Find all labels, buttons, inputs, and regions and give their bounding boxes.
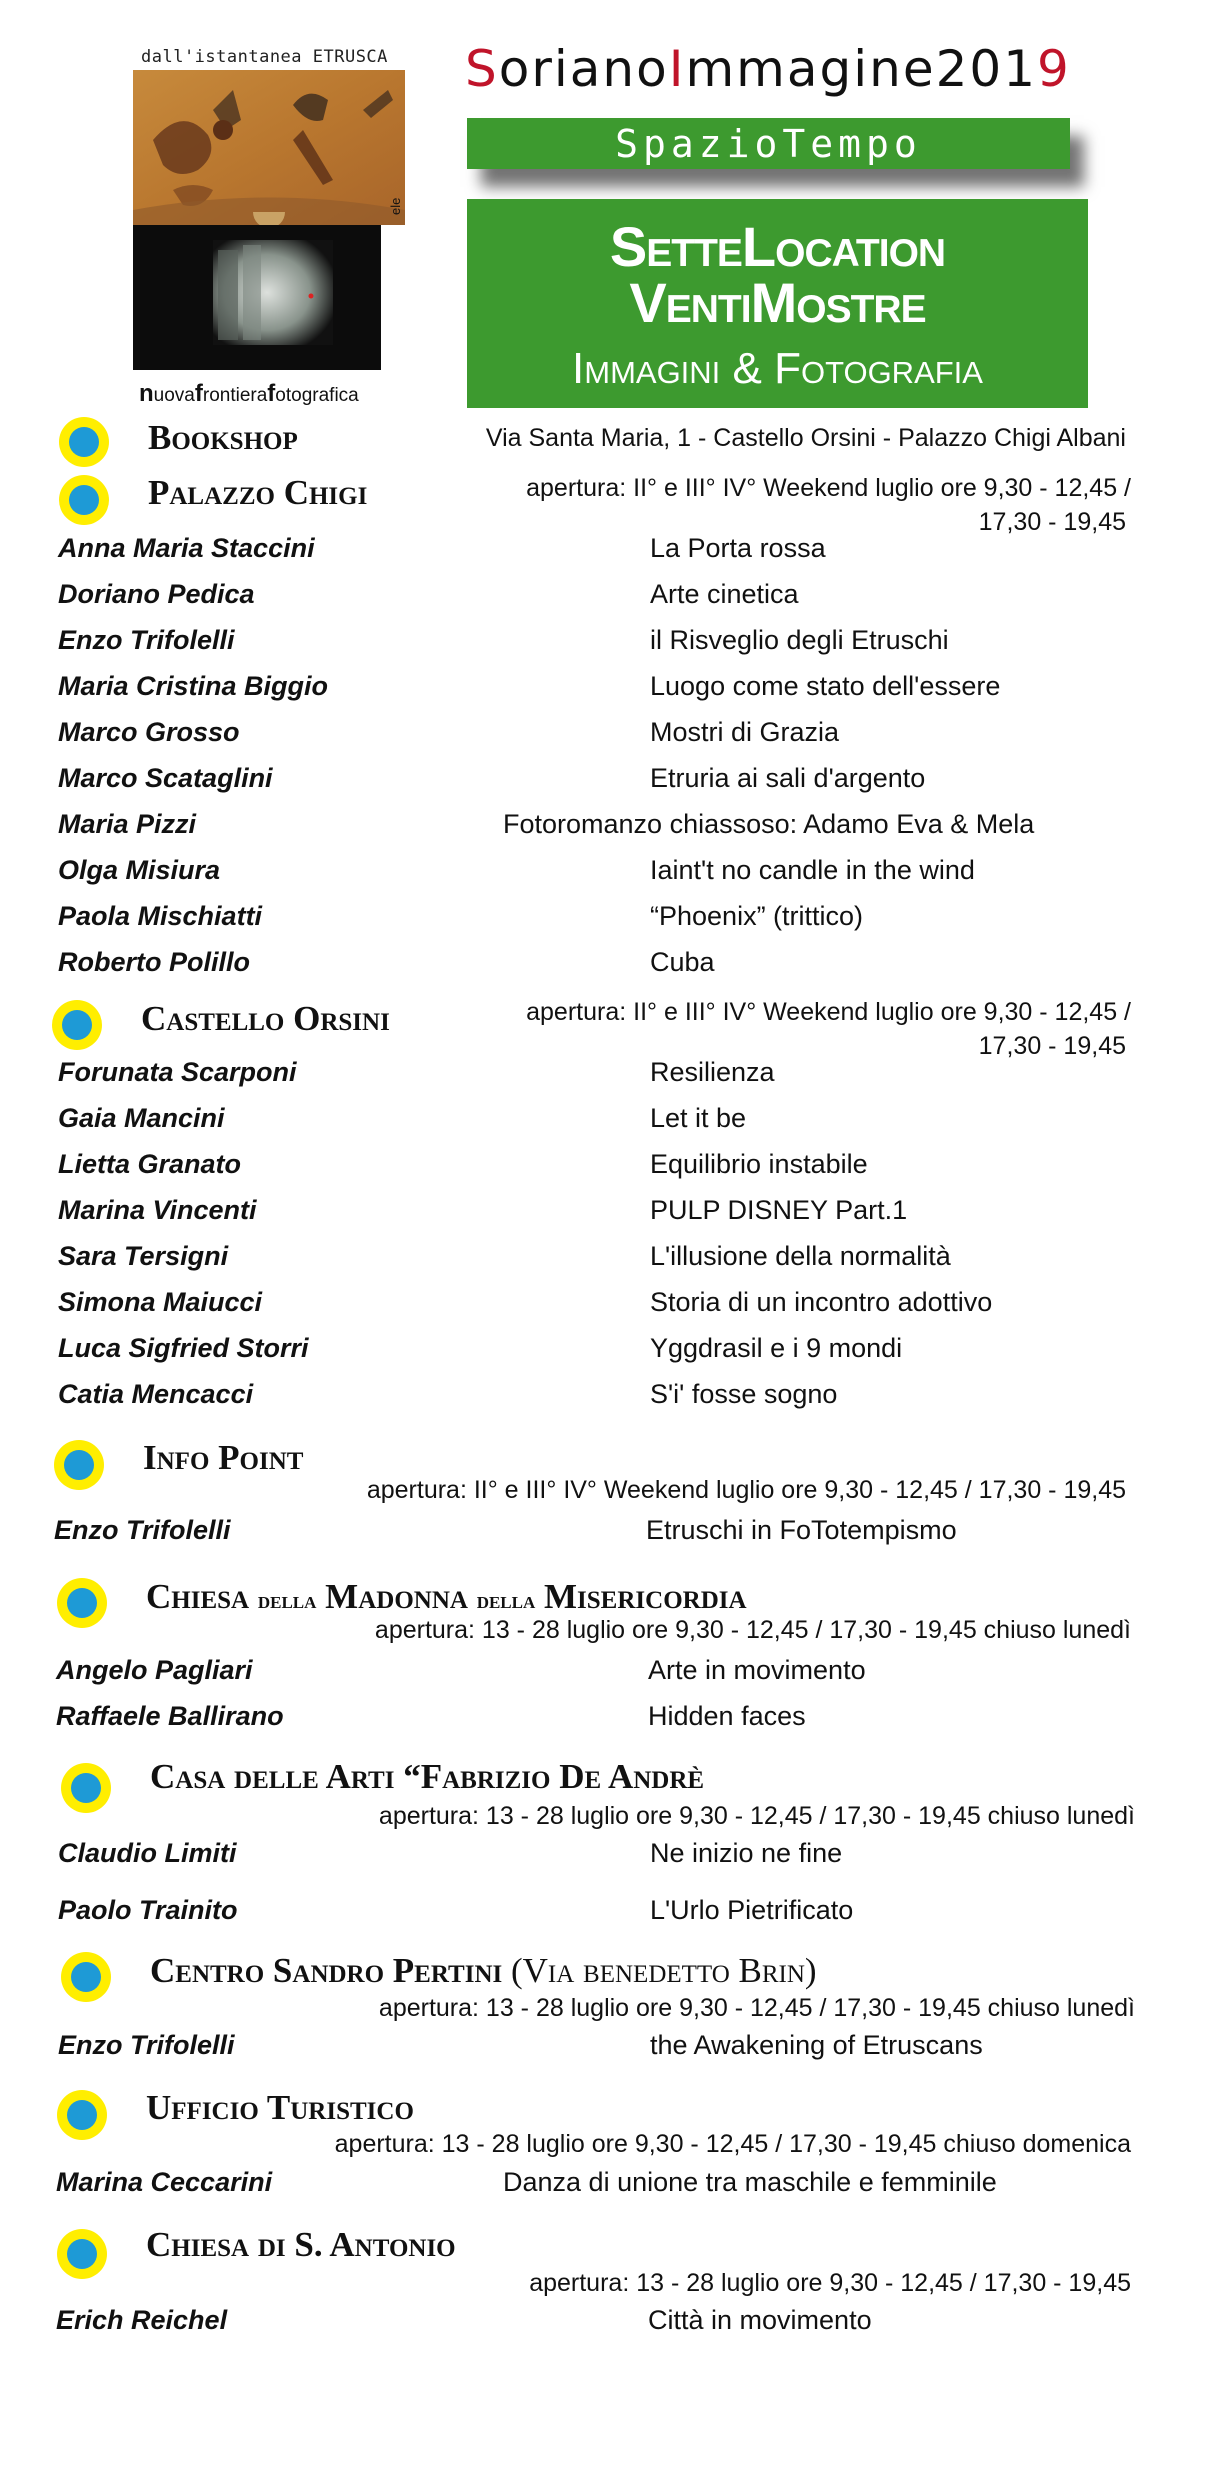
venue-address-note: (Via benedetto Brin) <box>510 1951 817 1990</box>
venue-bookshop: Bookshop <box>148 418 298 457</box>
headline-line-2: VentiMostre <box>629 271 926 334</box>
venue-bullet-icon <box>57 2229 107 2279</box>
venue-info-point: Info Point <box>143 1438 304 1477</box>
venue-opening-hours: apertura: 13 - 28 luglio ore 9,30 - 12,45 / 17,30 - 19,45 chiuso lunedì <box>378 1802 1135 1830</box>
exhibition-title: Mostri di Grazia <box>650 717 840 747</box>
logo-side-text: ele <box>388 197 403 215</box>
exhibition-title: S'i' fosse sogno <box>650 1379 838 1409</box>
venue-word: Chiesa <box>146 1577 258 1616</box>
exhibition-title: PULP DISNEY Part.1 <box>650 1195 908 1225</box>
venue-bullet-icon <box>61 1952 111 2002</box>
artist-name: Catia Mencacci <box>58 1379 254 1409</box>
venue-chiesa-madonna <box>146 1577 747 1617</box>
title-word: mmagine201 <box>685 40 1038 98</box>
logo-image <box>133 70 405 370</box>
logo-word: uova <box>153 385 195 406</box>
venue-castello-orsini: Castello Orsini <box>141 999 390 1038</box>
venue-opening-hours: apertura: II° e III° IV° Weekend luglio ore 9,30 - 12,45 / 17,30 - 19,45 <box>366 1476 1126 1504</box>
artist-name: Paola Mischiatti <box>58 901 263 931</box>
artist-name: Enzo Trifolelli <box>58 625 235 655</box>
exhibition-title: Luogo come stato dell'essere <box>650 671 1001 701</box>
venue-bullet-icon <box>59 475 109 525</box>
artist-name: Marco Scataglini <box>58 763 273 793</box>
venue-opening-hours-cont: 17,30 - 19,45 <box>978 508 1126 536</box>
artist-name: Marina Vincenti <box>58 1195 257 1225</box>
venue-opening-hours: apertura: 13 - 28 luglio ore 9,30 - 12,45 / 17,30 - 19,45 <box>529 2269 1131 2297</box>
headline-box <box>467 199 1088 408</box>
exhibition-title: Hidden faces <box>648 1701 806 1731</box>
title-word: oriano <box>498 40 669 98</box>
artist-name: Forunata Scarponi <box>58 1057 297 1087</box>
venue-ufficio-turistico: Ufficio Turistico <box>146 2088 414 2127</box>
exhibition-title: il Risveglio degli Etruschi <box>650 625 949 655</box>
artist-name: Raffaele Ballirano <box>56 1701 284 1731</box>
venue-opening-hours: apertura: II° e III° IV° Weekend luglio ore 9,30 - 12,45 / <box>526 998 1131 1026</box>
venue-opening-hours-cont: 17,30 - 19,45 <box>978 1032 1126 1060</box>
subtitle-banner <box>467 118 1070 169</box>
venue-bullet-icon <box>57 1578 107 1628</box>
artist-name: Marina Ceccarini <box>56 2167 273 2197</box>
artist-name: Enzo Trifolelli <box>58 2030 235 2060</box>
title-initial: I <box>668 40 686 98</box>
artist-name: Luca Sigfried Storri <box>58 1333 309 1363</box>
exhibition-title: Resilienza <box>650 1057 775 1087</box>
venue-opening-hours: apertura: 13 - 28 luglio ore 9,30 - 12,45 / 17,30 - 19,45 chiuso lunedì <box>374 1616 1131 1644</box>
exhibition-title: L'illusione della normalità <box>650 1241 951 1271</box>
logo-bottom-text <box>139 380 359 408</box>
subtitle-text: SpazioTempo <box>615 121 922 166</box>
exhibition-title: Iaint't no candle in the wind <box>650 855 975 885</box>
venue-centro-pertini <box>150 1951 817 1991</box>
exhibition-title: La Porta rossa <box>650 533 826 563</box>
exhibition-title: Yggdrasil e i 9 mondi <box>650 1333 903 1363</box>
exhibition-title: Let it be <box>650 1103 747 1133</box>
exhibition-title: Storia di un incontro adottivo <box>650 1287 993 1317</box>
artist-name: Gaia Mancini <box>58 1103 225 1133</box>
exhibition-title: Arte cinetica <box>650 579 799 609</box>
venue-bullet-icon <box>54 1440 104 1490</box>
artist-name: Doriano Pedica <box>58 579 255 609</box>
venue-opening-hours: apertura: 13 - 28 luglio ore 9,30 - 12,45 / 17,30 - 19,45 chiuso domenica <box>334 2130 1131 2158</box>
artist-name: Marco Grosso <box>58 717 240 747</box>
venue-name: Centro Sandro Pertini <box>150 1951 503 1990</box>
artist-name: Enzo Trifolelli <box>54 1515 231 1545</box>
artist-name: Olga Misiura <box>58 855 221 885</box>
venue-palazzo-chigi: Palazzo Chigi <box>148 473 368 512</box>
logo-initial: f <box>194 380 203 407</box>
exhibition-title: Cuba <box>650 947 715 977</box>
venue-bullet-icon <box>61 1763 111 1813</box>
title-initial: 9 <box>1037 40 1071 98</box>
exhibition-title: Fotoromanzo chiassoso: Adamo Eva & Mela <box>503 809 1035 839</box>
artist-name: Anna Maria Staccini <box>58 533 315 563</box>
artist-name: Roberto Polillo <box>58 947 250 977</box>
logo-word: rontiera <box>202 385 268 406</box>
title-initial: S <box>465 40 499 98</box>
headline-line-3: Immagini & Fotografia <box>572 344 983 393</box>
page-title <box>465 40 1071 98</box>
artist-name: Simona Maiucci <box>58 1287 263 1317</box>
venue-word-small: della <box>257 1588 317 1614</box>
exhibition-title: L'Urlo Pietrificato <box>650 1895 854 1925</box>
logo-initial: f <box>267 380 276 407</box>
headline-line-1: SetteLocation <box>609 215 946 278</box>
venue-chiesa-sant-antonio: Chiesa di S. Antonio <box>146 2225 456 2264</box>
exhibition-title: Etruria ai sali d'argento <box>650 763 926 793</box>
artist-name: Claudio Limiti <box>58 1838 237 1868</box>
venue-bullet-icon <box>59 417 109 467</box>
artist-name: Sara Tersigni <box>58 1241 229 1271</box>
exhibition-title: “Phoenix” (trittico) <box>650 901 864 931</box>
etruscan-photo-logo <box>133 70 405 370</box>
exhibition-title: Equilibrio instabile <box>650 1149 868 1179</box>
artist-name: Erich Reichel <box>56 2305 228 2335</box>
logo-word: otografica <box>275 385 359 406</box>
venue-word: Misericordia <box>535 1577 747 1616</box>
artist-name: Maria Pizzi <box>58 809 197 839</box>
exhibition-title: Etruschi in FoTotempismo <box>646 1515 957 1545</box>
venue-bullet-icon <box>57 2090 107 2140</box>
exhibition-title: Arte in movimento <box>648 1655 866 1685</box>
venue-info: Via Santa Maria, 1 - Castello Orsini - Palazzo Chigi Albani <box>485 424 1126 452</box>
exhibition-title: Città in movimento <box>648 2305 872 2335</box>
venue-casa-delle-arti: Casa delle Arti “Fabrizio De Andrè <box>150 1757 705 1796</box>
artist-name: Angelo Pagliari <box>56 1655 253 1685</box>
exhibition-title: the Awakening of Etruscans <box>650 2030 983 2060</box>
venue-bullet-icon <box>52 1000 102 1050</box>
exhibition-title: Ne inizio ne fine <box>650 1838 843 1868</box>
artist-name: Maria Cristina Biggio <box>58 671 329 701</box>
logo-top-text: dall'istantanea ETRUSCA <box>141 47 388 67</box>
venue-opening-hours: apertura: II° e III° IV° Weekend luglio ore 9,30 - 12,45 / <box>526 474 1131 502</box>
artist-name: Lietta Granato <box>58 1149 242 1179</box>
exhibition-title: Danza di unione tra maschile e femminile <box>503 2167 997 2197</box>
venue-word: Madonna <box>316 1577 477 1616</box>
venue-word-small: della <box>476 1588 536 1614</box>
venue-opening-hours: apertura: 13 - 28 luglio ore 9,30 - 12,45 / 17,30 - 19,45 chiuso lunedì <box>378 1994 1135 2022</box>
artist-name: Paolo Trainito <box>58 1895 238 1925</box>
logo-initial: n <box>139 380 154 407</box>
